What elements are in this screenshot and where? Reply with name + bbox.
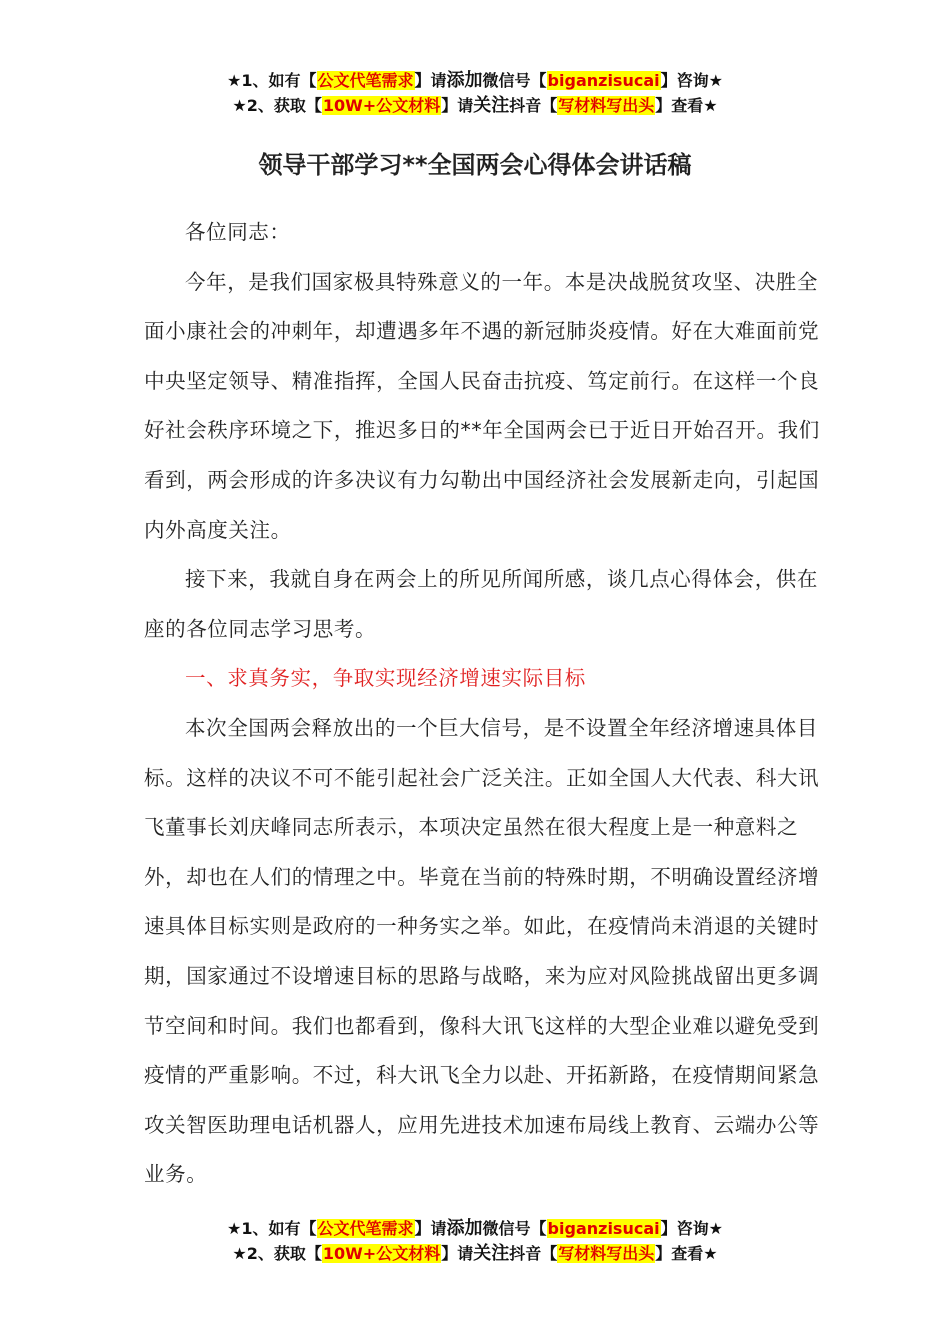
banner-line-2: ★2、获取【10W+公文材料】请关注抖音【写材料写出头】查看★ bbox=[232, 1243, 718, 1264]
header-banner bbox=[0, 68, 950, 118]
salutation: 各位同志： bbox=[185, 220, 291, 244]
highlight-materials: 10W+公文材料 bbox=[322, 1244, 441, 1263]
highlight-douyin-id: 写材料写出头 bbox=[558, 96, 655, 115]
footer-banner bbox=[0, 1216, 950, 1266]
section-heading: 一、求真务实，争取实现经济增速实际目标 bbox=[185, 666, 586, 691]
banner-line-1: ★1、如有【公文代笔需求】请添加微信号【biganzisucai】咨询★ bbox=[227, 1218, 723, 1239]
highlight-materials: 10W+公文材料 bbox=[322, 96, 441, 115]
document-title: 领导干部学习**全国两会心得体会讲话稿 bbox=[258, 151, 692, 179]
paragraph: 本次全国两会释放出的一个巨大信号，是不设置全年经济增速具体目标。这样的决议不可不能引起社会广泛关注。正如全国人大代表、科大讯飞董事长刘庆峰同志所表示，本项决定虽然在很大程度上是一种意料之外，却也在人们的情理之中。毕竟在当前的特殊时期，不明确设置经济增速具体目标实则是政府的一种务实之举。如此，在疫情尚未消退的关键时期，国家通过不设增速目标的思路与战略，来为应对风险挑战留出更多调节空间和时间。我们也都看到，像科大讯飞这样的大型企业难以避免受到疫情的严重影响。不过，科大讯飞全力以赴、开拓新路，在疫情期间紧急攻关智医助理电话机器人，应用先进技术加速布局线上教育、云端办公等业务。 bbox=[144, 715, 820, 1187]
highlight-wechat-id: biganzisucai bbox=[547, 71, 660, 90]
paragraph: 接下来，我就自身在两会上的所见所闻所感，谈几点心得体会，供在座的各位同志学习思考。 bbox=[144, 567, 818, 641]
banner-line-1: ★1、如有【公文代笔需求】请添加微信号【biganzisucai】咨询★ bbox=[227, 70, 723, 91]
document-body bbox=[144, 208, 834, 1200]
paragraph: 今年，是我们国家极具特殊意义的一年。本是决战脱贫攻坚、决胜全面小康社会的冲刺年，却遭遇多年不遇的新冠肺炎疫情。好在大难面前党中央坚定领导、精准指挥，全国人民奋击抗疫、笃定前行。在这样一个良好社会秩序环境之下，推迟多日的**年全国两会已于近日开始召开。我们看到，两会形成的许多决议有力勾勒出中国经济社会发展新走向，引起国内外高度关注。 bbox=[144, 269, 820, 542]
highlight-service: 公文代笔需求 bbox=[317, 1219, 414, 1238]
highlight-service: 公文代笔需求 bbox=[317, 71, 414, 90]
banner-line-2: ★2、获取【10W+公文材料】请关注抖音【写材料写出头】查看★ bbox=[232, 95, 718, 116]
highlight-douyin-id: 写材料写出头 bbox=[558, 1244, 655, 1263]
highlight-wechat-id: biganzisucai bbox=[547, 1219, 660, 1238]
